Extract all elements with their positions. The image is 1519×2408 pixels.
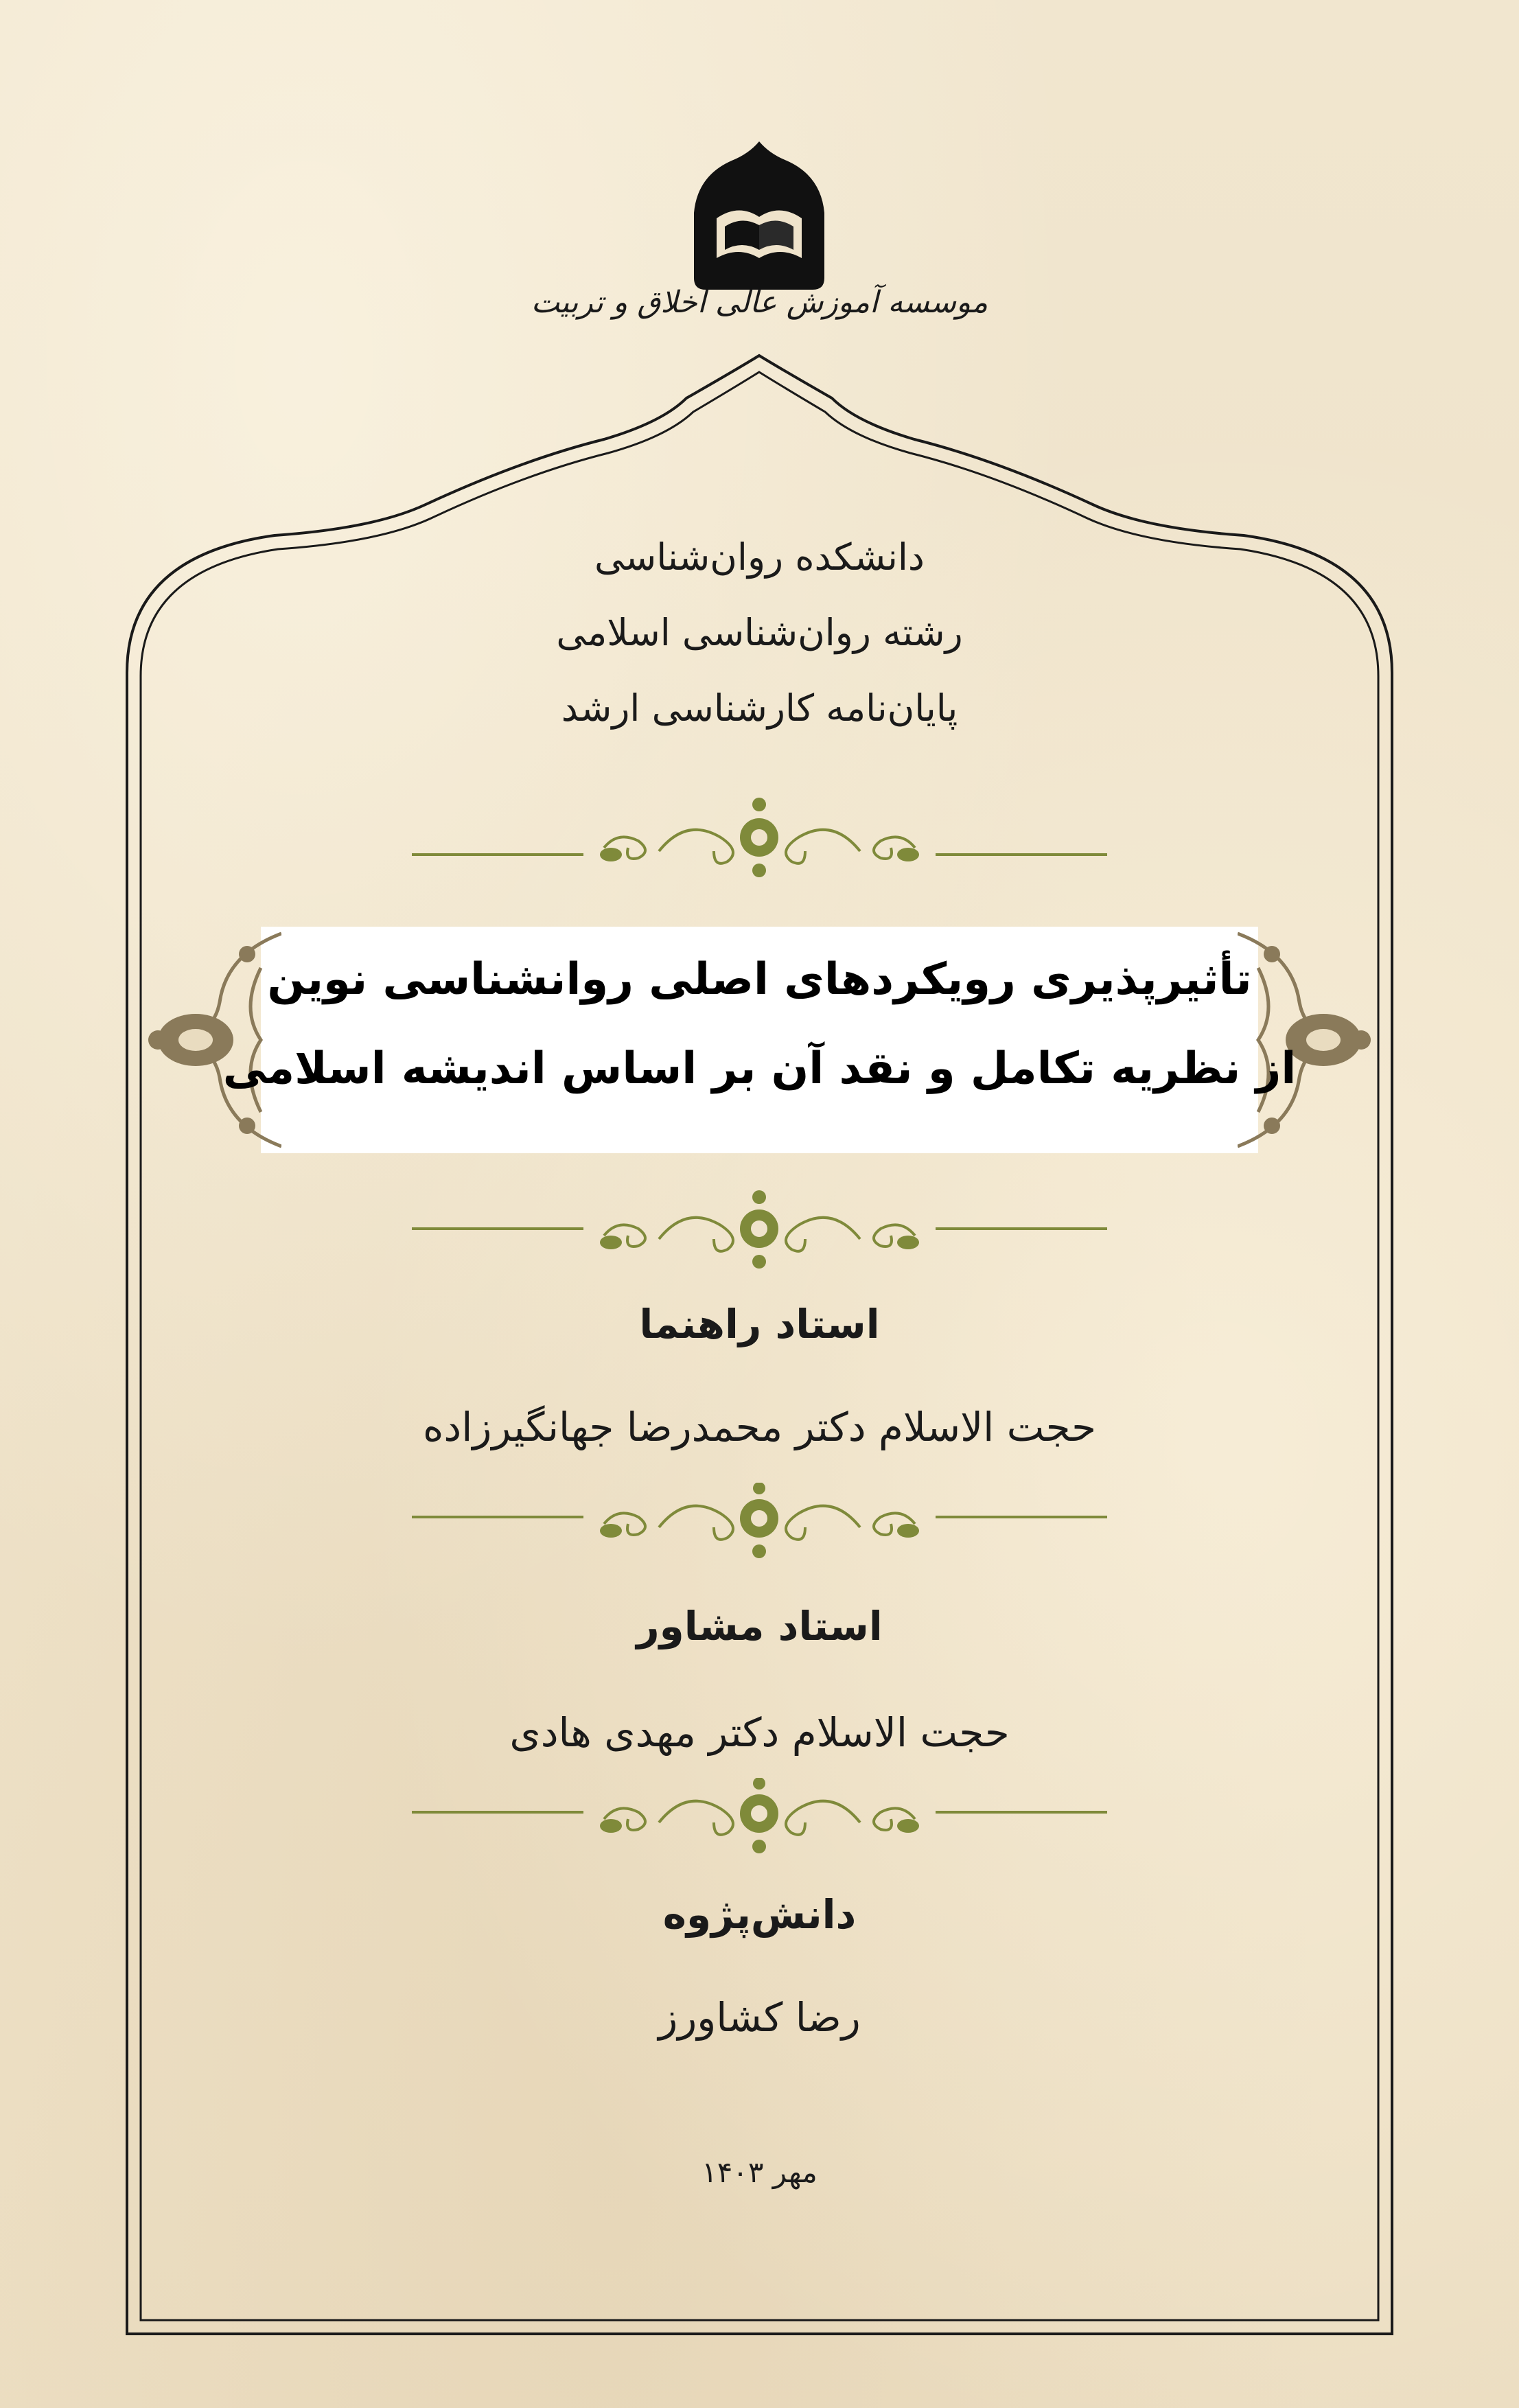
faculty-name: دانشکده روان‌شناسی bbox=[594, 535, 925, 579]
student-name: رضا کشاورز bbox=[658, 1994, 861, 2041]
book-dome-logo-icon bbox=[684, 137, 835, 302]
institute-logo bbox=[684, 137, 835, 302]
ornament-divider-1 bbox=[412, 789, 1107, 879]
supervisor-label: استاد راهنما bbox=[639, 1301, 880, 1347]
institute-name: موسسه آموزش عالی اخلاق و تربیت bbox=[531, 285, 988, 320]
ornament-divider-2 bbox=[412, 1188, 1107, 1277]
thesis-title-line-2: از نظریه تکامل و نقد آن بر اساس اندیشه اسلامی bbox=[222, 1043, 1297, 1094]
ornament-divider-3 bbox=[412, 1483, 1107, 1572]
thesis-title-line-1: تأثیرپذیری رویکردهای اصلی روانشناسی نوین bbox=[267, 954, 1252, 1005]
defense-date: مهر ۱۴۰۳ bbox=[701, 2155, 818, 2189]
advisor-name: حجت الاسلام دکتر مهدی هادی bbox=[509, 1709, 1010, 1756]
degree-name: پایان‌نامه کارشناسی ارشد bbox=[561, 686, 958, 730]
ornament-divider-4 bbox=[412, 1778, 1107, 1867]
major-name: رشته روان‌شناسی اسلامی bbox=[556, 611, 963, 654]
advisor-label: استاد مشاور bbox=[636, 1603, 883, 1649]
supervisor-name: حجت الاسلام دکتر محمدرضا جهانگیرزاده bbox=[423, 1404, 1096, 1450]
student-label: دانش‌پژوه bbox=[662, 1891, 857, 1938]
